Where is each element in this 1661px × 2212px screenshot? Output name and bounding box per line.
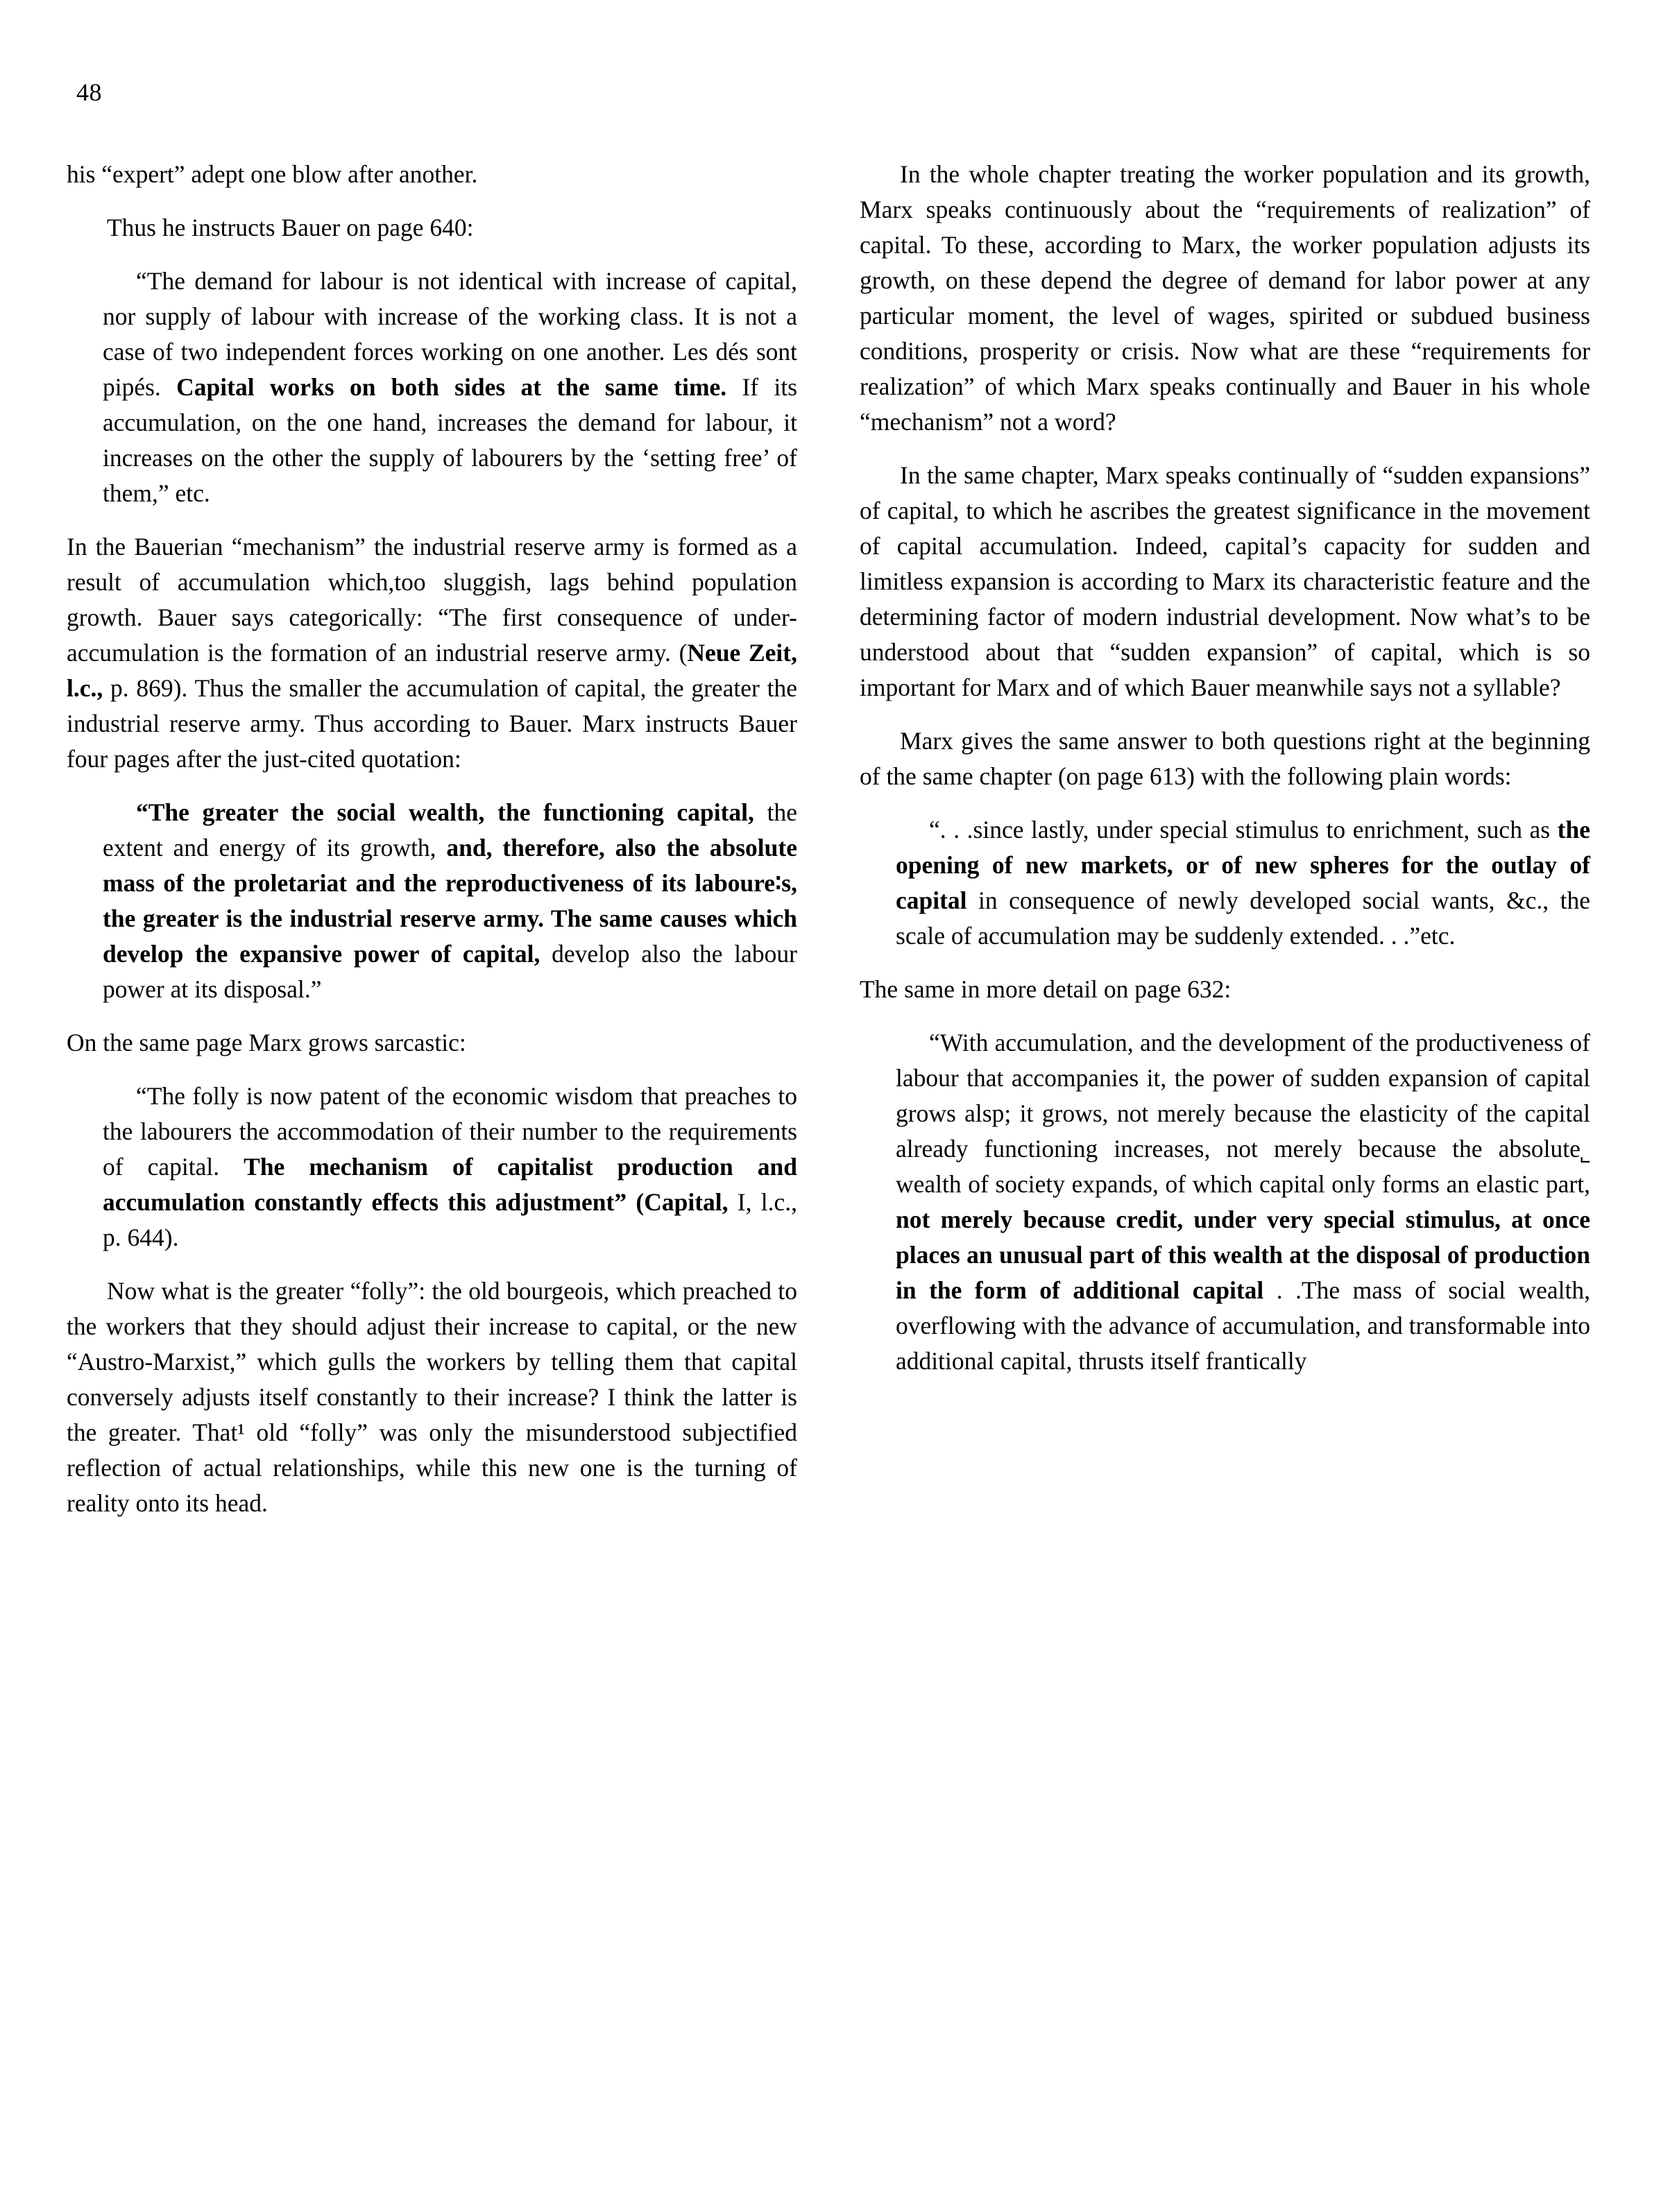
body-paragraph: his “expert” adept one blow after another. xyxy=(67,160,478,188)
body-paragraph: On the same page Marx grows sarcastic: xyxy=(67,1029,466,1056)
block-quote xyxy=(860,1025,1590,1379)
block-quote xyxy=(860,812,1590,954)
body-paragraph: Marx gives the same answer to both questions right at the beginning of the same chapter (on page 613) with the following plain words: xyxy=(860,727,1590,790)
body-paragraph: In the same chapter, Marx speaks continually of “sudden expansions” of capital, to which he ascribes the greatest significance in the movement of capital accumulation. Indeed, capital’s capacity for sudden and limitless expansion is according to Marx its characteristic feature and the determining factor of modern industrial development. Now what’s to be understood about that “sudden expansion” of capital, which is so important for Marx and of which Bauer meanwhile says not a syllable? xyxy=(860,461,1590,701)
body-paragraph: Thus he instructs Bauer on page 640: xyxy=(107,214,474,241)
right-column xyxy=(860,157,1590,1539)
body-paragraph: In the Bauerian “mechanism” the industrial reserve army is formed as a result of accumulation which,too sluggish, lags behind population growth. Bauer says categorically: “The first consequence of under-accumulation is the formation of an industrial reserve army. (Neue Zeit, l.c., p. 869). Thus the smaller the accumulation of capital, the greater the industrial reserve army. Thus according to Bauer. Marx instructs Bauer four pages after the just-cited quotation: xyxy=(67,533,797,773)
block-quote xyxy=(67,264,797,511)
block-quote xyxy=(67,795,797,1007)
quote-text: “. . .since lastly, under special stimulus to enrichment, such as the opening of new markets, or of new spheres for the outlay of capital in consequence of newly developed social wants, &c., the scale of accumulation may be suddenly extended. . .”etc. xyxy=(896,816,1590,950)
quote-text: “With accumulation, and the development of the productiveness of labour that accompanies it, the power of sudden expansion of capital grows alsp; it grows, not merely because the elasticity of the capital already functioning increases, not merely because the absolute˾ wealth of society expands, of which capital only forms an elastic part, not merely because credit, under very special stimulus, at once places an unusual part of this wealth at the disposal of production in the form of additional capital . .The mass of social wealth, overflowing with the advance of accumulation, and transformable into additional capital, thrusts itself frantically xyxy=(896,1029,1590,1375)
body-paragraph: Now what is the greater “folly”: the old bourgeois, which preached to the workers that they should adjust their increase to capital, or the new “Austro-Marxist,” which gulls the workers by telling them that capital conversely adjusts itself constantly to their increase? I think the latter is the greater. That¹ old “folly” was only the misunderstood subjectified reflection of actual relationships, while this new one is the turning of reality onto its head. xyxy=(67,1277,797,1517)
page-number: 48 xyxy=(76,78,102,106)
quote-text: “The demand for labour is not identical with increase of capital, nor supply of labour with increase of the working class. It is not a case of two independent forces working on one another. Les dés sont pipés. Capital works on both sides at the same time. If its accumulation, on the one hand, increases the demand for labour, it increases on the other the supply of labourers by the ‘setting free’ of them,” etc. xyxy=(103,267,798,507)
text-columns xyxy=(67,157,1590,1539)
block-quote xyxy=(67,1079,797,1255)
quote-text: “The folly is now patent of the economic wisdom that preaches to the labourers the accommodation of their number to the requirements of capital. The mechanism of capitalist production and accumulation constantly effects this adjustment” (Capital, I, l.c., p. 644). xyxy=(103,1082,797,1251)
body-paragraph: In the whole chapter treating the worker population and its growth, Marx speaks continuously about the “requirements of realization” of capital. To these, according to Marx, the worker population adjusts its growth, on these depend the degree of demand for labor power at any particular moment, the level of wages, spirited or subdued business conditions, prosperity or crisis. Now what are these “requirements for realization” of which Marx speaks continually and Bauer in his whole “mechanism” not a word? xyxy=(860,160,1590,436)
left-column xyxy=(67,157,797,1539)
body-paragraph: The same in more detail on page 632: xyxy=(860,975,1232,1003)
quote-text: “The greater the social wealth, the functioning capital, the extent and energy of its growth, and, therefore, also the absolute mass of the proletariat and the reproductiveness of its laboure∶s, the greater is the industrial reserve army. The same causes which develop the expansive power of capital, develop also the labour power at its disposal.” xyxy=(103,798,798,1003)
